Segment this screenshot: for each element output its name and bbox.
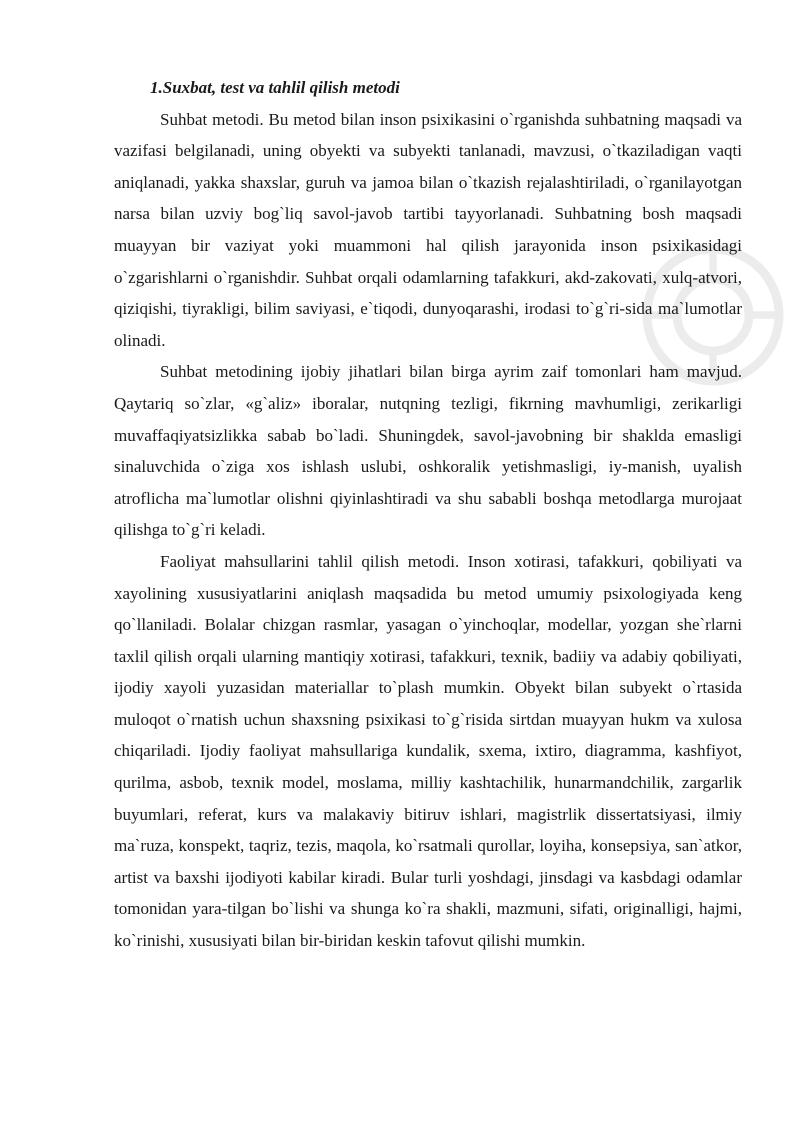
paragraph-suhbat-zaif-tomonlari: Suhbat metodining ijobiy jihatlari bilan birga ayrim zaif tomonlari ham mavjud. Qaytariq so`zlar, «g`aliz» iboralar, nutqning tezligi, fikrning mavhumligi, zerikarligi muvaffaqiyatsizlikka sabab bo`ladi. Shuningdek, savol-javobning bir shaklda emasligi sinaluvchida o`ziga xos ishlash uslubi, oshkoralik yetishmasligi, iy-manish, uyalish atroflicha ma`lumotlar olishni qiyinlashtiradi va shu sababli boshqa metodlarga murojaat qilishga to`g`ri keladi. <box>114 362 742 540</box>
section-heading: 1.Suxbat, test va tahlil qilish metodi <box>150 78 400 97</box>
paragraph-faoliyat-mahsullari: Faoliyat mahsullarini tahlil qilish metodi. Inson xotirasi, tafakkuri, qobiliyati va xayolining xususiyatlarini aniqlash maqsadida bu metod umumiy psixologiyada keng qo`llaniladi. Bolalar chizgan rasmlar, yasagan o`yinchoqlar, modellar, yozgan she`rlarni taxlil qilish orqali ularning mantiqiy xotirasi, tafakkuri, texnik, badiiy va adabiy qobiliyati, ijodiy xayoli yuzasidan materiallar to`plash mumkin. Obyekt bilan subyekt o`rtasida muloqot o`rnatish uchun shaxsning psixikasi to`g`risida sirtdan muayyan hukm va xulosa chiqariladi. Ijodiy faoliyat mahsullariga kundalik, sxema, ixtiro, diagramma, kashfiyot, qurilma, asbob, texnik model, moslama, milliy kashtachilik, hunarmandchilik, zargarlik buyumlari, referat, kurs va malakaviy bitiruv ishlari, magistrlik dissertatsiyasi, ilmiy ma`ruza, konspekt, taqriz, tezis, maqola, ko`rsatmali qurollar, loyiha, konsepsiya, san`atkor, artist va baxshi ijodiyoti kabilar kiradi. Bular turli yoshdagi, jinsdagi va kasbdagi odamlar tomonidan yara-tilgan bo`lishi va shunga ko`ra shakli, mazmuni, sifati, originalligi, hajmi, ko`rinishi, xususiyati bilan bir-biridan keskin tafovut qilishi mumkin. <box>114 551 742 951</box>
paragraph-suhbat-metodi: Suhbat metodi. Bu metod bilan inson psixikasini o`rganishda suhbatning maqsadi va vazifasi belgilanadi, uning obyekti va subyekti tanlanadi, mavzusi, o`tkaziladigan vaqti aniqlanadi, yakka shaxslar, guruh va jamoa bilan o`tkazish rejalashtiriladi, o`rganilayotgan narsa bilan uzviy bog`liq savol-javob tartibi tayyorlanadi. Suhbatning bosh maqsadi muayyan bir vaziyat yoki muammoni hal qilish jarayonida inson psixikasidagi o`zgarishlarni o`rganishdir. Suhbat orqali odamlarning tafakkuri, akd-zakovati, xulq-atvori, qiziqishi, tiyrakligi, bilim saviyasi, e`tiqodi, dunyoqarashi, irodasi to`g`ri-sida ma`lumotlar olinadi. <box>114 109 742 350</box>
document-body <box>114 72 742 957</box>
